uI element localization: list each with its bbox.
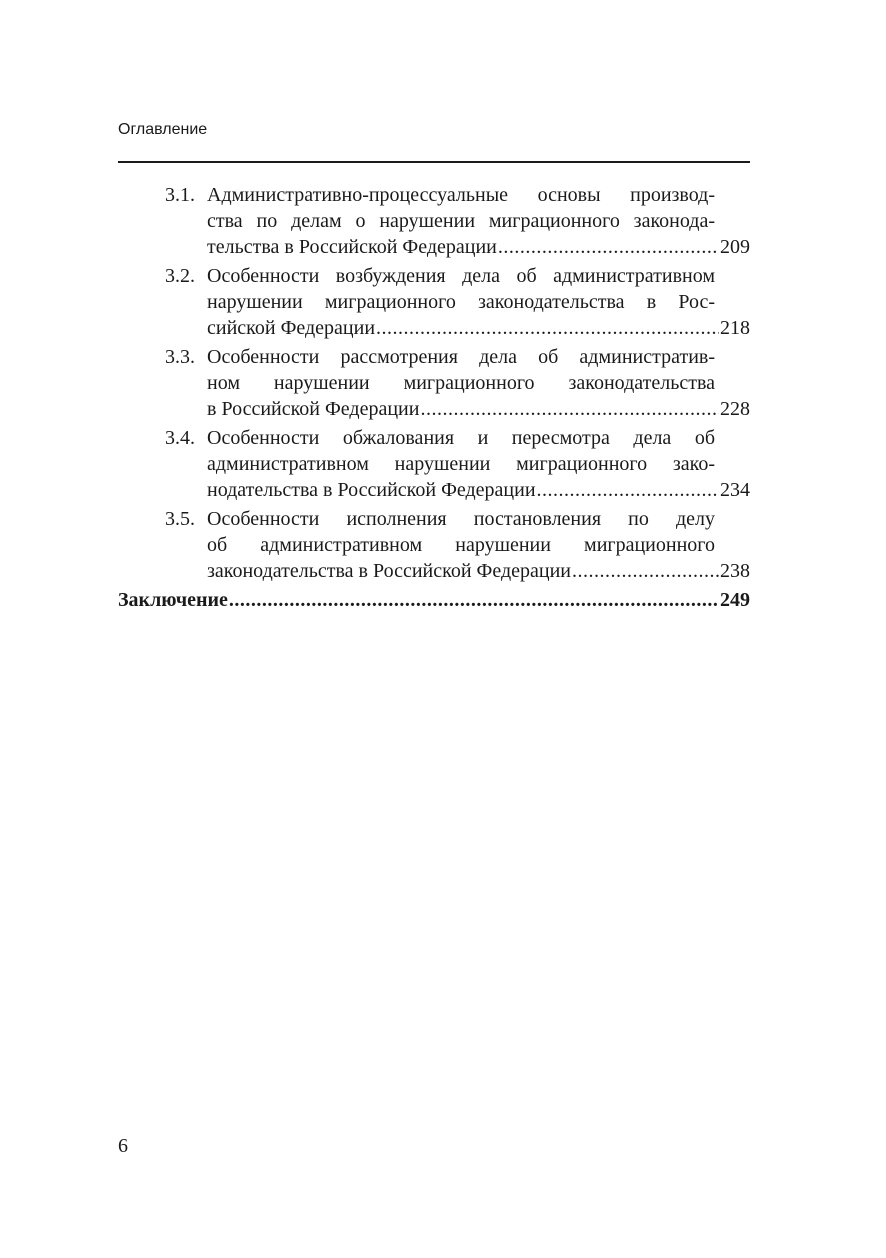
toc-entry-line: ном нарушении миграционного законодательства [207, 372, 715, 394]
toc-entry-last-line [207, 558, 750, 584]
toc-entry-line: нарушении миграционного законодательства в Рос- [207, 291, 715, 313]
toc-entry-line: об административном нарушении миграционного [207, 534, 715, 556]
toc-entry-line: Особенности обжалования и пересмотра дела об [207, 427, 715, 449]
dot-leader [376, 315, 719, 341]
toc-entry-number: 3.2. [165, 265, 195, 287]
toc-entry-number: 3.4. [165, 427, 195, 449]
toc-entry-3-5[interactable] [118, 506, 750, 584]
toc-entry-3-2[interactable] [118, 263, 750, 341]
toc-conclusion-title: Заключение [118, 589, 228, 611]
toc-entry-line: Административно-процессуальные основы производ- [207, 184, 715, 206]
toc-entry-page: 228 [720, 398, 750, 420]
toc-entry-page: 218 [720, 317, 750, 339]
toc-entry-line: тельства в Российской Федерации [207, 236, 497, 258]
header-rule [118, 161, 750, 163]
toc-entry-line: Особенности возбуждения дела об административном [207, 265, 715, 287]
toc-conclusion-page: 249 [720, 589, 750, 611]
toc-entry-page: 234 [720, 479, 750, 501]
toc-entry-3-3[interactable] [118, 344, 750, 422]
toc-entry-3-1[interactable] [118, 182, 750, 260]
dot-leader [229, 587, 719, 613]
toc-entry-line: Особенности рассмотрения дела об административ- [207, 346, 715, 368]
toc-entry-last-line [207, 396, 750, 422]
toc-entry-last-line [207, 234, 750, 260]
toc-entry-page: 238 [720, 560, 750, 582]
dot-leader [572, 558, 719, 584]
toc-entry-last-line [207, 315, 750, 341]
toc-entry-line: Особенности исполнения постановления по делу [207, 508, 715, 530]
toc-entry-number: 3.1. [165, 184, 195, 206]
running-head-title: Оглавление [118, 121, 208, 138]
dot-leader [420, 396, 719, 422]
toc-entry-line: ства по делам о нарушении миграционного законода- [207, 210, 715, 232]
toc-entry-number: 3.5. [165, 508, 195, 530]
toc-entry-page: 209 [720, 236, 750, 258]
toc-entry-line: в Российской Федерации [207, 398, 420, 420]
toc-entry-line: сийской Федерации [207, 317, 376, 339]
toc-entry-line: законодательства в Российской Федерации [207, 560, 571, 582]
table-of-contents [118, 182, 750, 613]
toc-entry-line: административном нарушении миграционного зако- [207, 453, 715, 475]
dot-leader [537, 477, 719, 503]
toc-entry-number: 3.3. [165, 346, 195, 368]
toc-entry-conclusion[interactable] [118, 587, 750, 613]
toc-entry-line: нодательства в Российской Федерации [207, 479, 536, 501]
toc-entry-last-line [207, 477, 750, 503]
page-number: 6 [118, 1135, 128, 1157]
toc-entry-3-4[interactable] [118, 425, 750, 503]
dot-leader [498, 234, 719, 260]
